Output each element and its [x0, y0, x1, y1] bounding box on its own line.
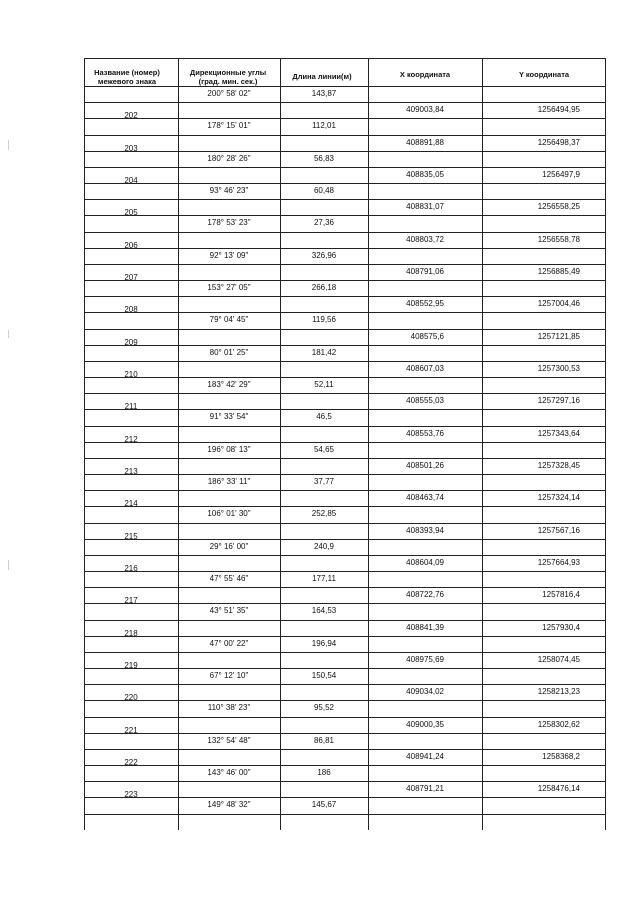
x-coordinate: 408791,06: [406, 266, 444, 276]
direction-angle: 143° 46' 00": [207, 768, 251, 778]
scan-artifact: [8, 560, 9, 570]
y-coordinate: 1256494,95: [537, 105, 580, 115]
x-coordinate: 408607,03: [406, 363, 444, 373]
line-length: 60,48: [313, 186, 335, 196]
table-horizontal-rule: [84, 232, 606, 233]
direction-angle: 149° 48' 32": [207, 800, 251, 810]
direction-angle: 47° 55' 46": [209, 574, 249, 584]
x-coordinate: 408555,03: [406, 396, 444, 406]
y-coordinate: 1257328,45: [537, 460, 580, 470]
line-length: 240,9: [313, 541, 335, 551]
y-coordinate: 1258368,2: [542, 751, 580, 761]
line-length: 27,36: [313, 218, 335, 228]
boundary-mark-name: 210: [124, 369, 138, 379]
table-horizontal-rule: [84, 393, 606, 394]
y-coordinate: 1256558,78: [537, 234, 580, 244]
line-length: 52,11: [314, 380, 334, 390]
table-vertical-rule: [84, 58, 85, 830]
table-horizontal-rule: [84, 620, 606, 621]
boundary-mark-name: 206: [124, 240, 138, 250]
boundary-mark-name: 212: [124, 434, 138, 444]
x-coordinate: 408393,94: [406, 525, 444, 535]
line-length: 112,01: [312, 121, 336, 131]
y-coordinate: 1257567,16: [537, 525, 580, 535]
table-horizontal-rule: [84, 814, 606, 815]
line-length: 326,96: [311, 250, 337, 260]
boundary-mark-name: 216: [124, 563, 138, 573]
table-horizontal-rule: [84, 167, 606, 168]
header-angles: Дирекционные углы (град. мин. сек.): [189, 68, 267, 86]
x-coordinate: 408975,69: [406, 654, 444, 664]
boundary-mark-name: 220: [124, 693, 138, 703]
boundary-mark-name: 215: [124, 531, 138, 541]
table-horizontal-rule: [84, 555, 606, 556]
direction-angle: 80° 01' 25": [209, 347, 249, 357]
y-coordinate: 1257121,85: [537, 331, 580, 341]
direction-angle: 180° 28' 26": [207, 153, 251, 163]
line-length: 252,85: [311, 509, 337, 519]
line-length: 86,81: [313, 735, 335, 745]
line-length: 150,54: [311, 671, 337, 681]
table-horizontal-rule: [84, 296, 606, 297]
boundary-mark-name: 222: [124, 757, 138, 767]
x-coordinate: 408841,39: [406, 622, 444, 632]
boundary-mark-name: 219: [124, 660, 138, 670]
header-x: X координата: [399, 70, 451, 79]
direction-angle: 91° 33' 54": [209, 412, 249, 422]
direction-angle: 200° 58' 02": [207, 89, 251, 98]
boundary-mark-name: 217: [124, 596, 138, 606]
table-horizontal-rule: [84, 426, 606, 427]
y-coordinate: 1257930,4: [542, 622, 580, 632]
table-vertical-rule: [605, 58, 606, 830]
boundary-mark-name: 208: [124, 305, 138, 315]
y-coordinate: 1257324,14: [537, 493, 580, 503]
y-coordinate: 1258074,45: [537, 654, 580, 664]
line-length: 196,94: [311, 638, 337, 648]
x-coordinate: 408553,76: [406, 428, 444, 438]
direction-angle: 186° 33' 11": [207, 477, 251, 487]
y-coordinate: 1257297,16: [537, 396, 580, 406]
x-coordinate: 408803,72: [406, 234, 444, 244]
boundary-mark-name: 205: [124, 208, 138, 218]
x-coordinate: 408722,76: [406, 590, 444, 600]
table-horizontal-rule: [84, 684, 606, 685]
y-coordinate: 1257816,4: [542, 590, 580, 600]
x-coordinate: 408831,07: [406, 202, 444, 212]
direction-angle: 106° 01' 30": [207, 509, 251, 519]
table-horizontal-rule: [84, 361, 606, 362]
x-coordinate: 408463,74: [406, 493, 444, 503]
table-vertical-rule: [368, 58, 369, 830]
direction-angle: 110° 38' 23": [207, 703, 251, 713]
line-length: 56,83: [313, 153, 335, 163]
direction-angle: 178° 53' 23": [207, 218, 251, 228]
header-name: Название (номер) межевого знака: [94, 68, 160, 86]
x-coordinate: 408501,26: [406, 460, 444, 470]
line-length: 186: [317, 768, 331, 778]
boundary-mark-name: 202: [124, 111, 138, 121]
direction-angle: 67° 12' 10": [209, 671, 249, 681]
line-length: 143,87: [311, 89, 337, 98]
table-horizontal-rule: [84, 264, 606, 265]
direction-angle: 196° 08' 13": [207, 444, 251, 454]
boundary-mark-name: 211: [124, 402, 138, 412]
direction-angle: 153° 27' 05": [207, 283, 251, 293]
direction-angle: 43° 51' 35": [209, 606, 249, 616]
direction-angle: 92° 13' 09": [209, 250, 249, 260]
table-horizontal-rule: [84, 749, 606, 750]
line-length: 54,65: [313, 444, 335, 454]
scan-artifact: [8, 330, 9, 338]
line-length: 46,5: [316, 412, 332, 422]
boundary-mark-name: 207: [124, 272, 138, 282]
table-horizontal-rule: [84, 458, 606, 459]
boundary-mark-name: 213: [124, 466, 138, 476]
table-vertical-rule: [178, 58, 179, 830]
table-horizontal-rule: [84, 199, 606, 200]
line-length: 266,18: [311, 283, 337, 293]
table-horizontal-rule: [84, 490, 606, 491]
line-length: 181,42: [311, 347, 337, 357]
table-horizontal-rule: [84, 329, 606, 330]
header-length: Длина линии(м): [292, 72, 352, 81]
line-length: 119,56: [312, 315, 336, 325]
y-coordinate: 1258302,62: [537, 719, 580, 729]
boundary-mark-name: 203: [124, 143, 138, 153]
y-coordinate: 1256558,25: [537, 202, 580, 212]
boundary-mark-name: 221: [124, 725, 138, 735]
table-horizontal-rule: [84, 102, 606, 103]
direction-angle: 183° 42' 29": [207, 380, 251, 390]
boundary-mark-name: 223: [124, 790, 138, 800]
x-coordinate: 408835,05: [406, 169, 444, 179]
table-horizontal-rule: [84, 652, 606, 653]
y-coordinate: 1256497,9: [542, 169, 580, 179]
x-coordinate: 409034,02: [406, 687, 444, 697]
table-vertical-rule: [280, 58, 281, 830]
x-coordinate: 408575,6: [410, 331, 444, 341]
x-coordinate: 408791,21: [406, 784, 444, 794]
x-coordinate: 408552,95: [406, 299, 444, 309]
line-length: 164,53: [311, 606, 337, 616]
line-length: 145,67: [311, 800, 337, 810]
line-length: 95,52: [313, 703, 335, 713]
direction-angle: 79° 04' 45": [209, 315, 249, 325]
direction-angle: 47° 00' 22": [209, 638, 249, 648]
table-vertical-rule: [482, 58, 483, 830]
header-y: Y координата: [518, 70, 570, 79]
table-horizontal-rule: [84, 781, 606, 782]
x-coordinate: 408891,88: [406, 137, 444, 147]
coordinates-table: [84, 58, 606, 830]
table-horizontal-rule: [84, 58, 606, 59]
x-coordinate: 408941,24: [406, 751, 444, 761]
direction-angle: 178° 15' 01": [207, 121, 251, 131]
y-coordinate: 1257004,46: [537, 299, 580, 309]
y-coordinate: 1257343,64: [537, 428, 580, 438]
x-coordinate: 408604,09: [406, 557, 444, 567]
line-length: 37,77: [313, 477, 335, 487]
direction-angle: 132° 54' 48": [207, 735, 251, 745]
y-coordinate: 1256885,49: [537, 266, 580, 276]
direction-angle: 93° 46' 23": [209, 186, 249, 196]
line-length: 177,11: [312, 574, 336, 584]
y-coordinate: 1257664,93: [537, 557, 580, 567]
x-coordinate: 409003,84: [406, 105, 444, 115]
boundary-mark-name: 218: [124, 628, 138, 638]
table-horizontal-rule: [84, 86, 606, 87]
x-coordinate: 409000,35: [406, 719, 444, 729]
table-horizontal-rule: [84, 717, 606, 718]
y-coordinate: 1257300,53: [537, 363, 580, 373]
table-horizontal-rule: [84, 587, 606, 588]
direction-angle: 29° 16' 00": [209, 541, 249, 551]
table-horizontal-rule: [84, 523, 606, 524]
y-coordinate: 1256498,37: [537, 137, 580, 147]
boundary-mark-name: 214: [124, 499, 138, 509]
boundary-mark-name: 204: [124, 175, 138, 185]
y-coordinate: 1258476,14: [537, 784, 580, 794]
scan-artifact: [8, 140, 9, 150]
boundary-mark-name: 209: [124, 337, 138, 347]
y-coordinate: 1258213,23: [537, 687, 580, 697]
table-horizontal-rule: [84, 135, 606, 136]
